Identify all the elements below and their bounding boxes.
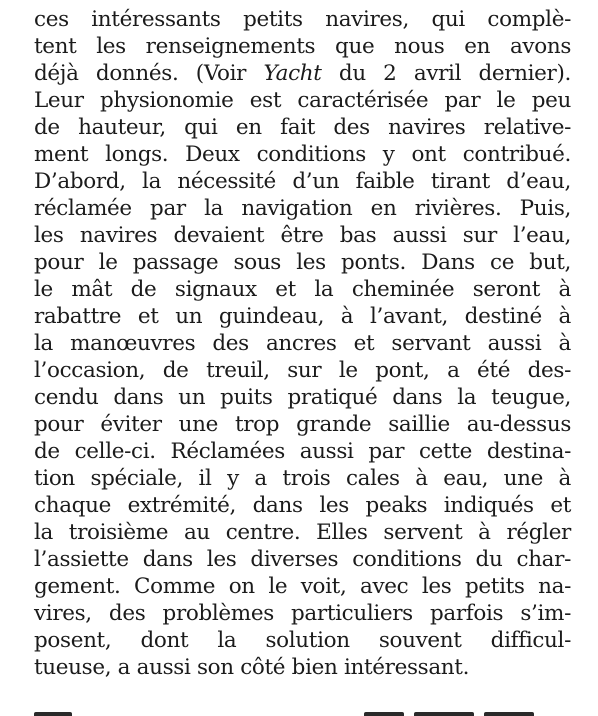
text-line	[34, 60, 571, 87]
text-line	[34, 384, 571, 411]
text-run: posent, dont la solution souvent difficul-	[34, 628, 571, 653]
text-run: tion spéciale, il y a trois cales à eau, une à	[34, 466, 571, 491]
text-line	[34, 114, 571, 141]
text-line	[34, 654, 571, 681]
text-run: déjà donnés. (Voir	[34, 61, 264, 86]
text-line	[34, 6, 571, 33]
text-line	[34, 519, 571, 546]
text-run: D’abord, la nécessité d’un faible tirant d’eau,	[34, 169, 571, 194]
text-run: cendu dans un puits pratiqué dans la teugue,	[34, 385, 571, 410]
text-run: rabattre et un guindeau, à l’avant, destiné à	[34, 304, 571, 329]
text-run: l’occasion, de treuil, sur le pont, a été des-	[34, 358, 571, 383]
cropped-next-line	[34, 704, 571, 716]
text-line	[34, 276, 571, 303]
text-line	[34, 330, 571, 357]
text-run: ment longs. Deux conditions y ont contribué.	[34, 142, 571, 167]
text-line	[34, 357, 571, 384]
text-run: le mât de signaux et la cheminée seront à	[34, 277, 571, 302]
text-line	[34, 411, 571, 438]
text-run: gement. Comme on le voit, avec les petits na-	[34, 574, 571, 599]
text-run: tueuse, a aussi son côté bien intéressant.	[34, 655, 470, 680]
text-line	[34, 465, 571, 492]
text-run: l’assiette dans les diverses conditions du char-	[34, 547, 571, 572]
text-line	[34, 573, 571, 600]
text-run: du 2 avril dernier).	[321, 61, 572, 86]
text-run: Leur physionomie est caractérisée par le peu	[34, 88, 571, 113]
text-run: de hauteur, qui en fait des navires relative-	[34, 115, 571, 140]
text-run: réclamée par la navigation en rivières. Puis,	[34, 196, 571, 221]
text-line	[34, 222, 571, 249]
text-line	[34, 249, 571, 276]
text-line	[34, 141, 571, 168]
italic-text: Yacht	[263, 61, 322, 86]
text-line	[34, 627, 571, 654]
text-run: la manœuvres des ancres et servant aussi à	[34, 331, 571, 356]
text-run: ces intéressants petits navires, qui complè-	[34, 7, 571, 32]
text-line	[34, 303, 571, 330]
text-run: pour éviter une trop grande saillie au-dessus	[34, 412, 571, 437]
text-line	[34, 168, 571, 195]
text-line	[34, 195, 571, 222]
text-run: tent les renseignements que nous en avons	[34, 34, 571, 59]
text-line	[34, 492, 571, 519]
article-text	[34, 6, 571, 681]
text-run: la troisième au centre. Elles servent à régler	[34, 520, 571, 545]
text-line	[34, 33, 571, 60]
text-run: vires, des problèmes particuliers parfois s’im-	[34, 601, 571, 626]
text-line	[34, 438, 571, 465]
text-run: pour le passage sous les ponts. Dans ce but,	[34, 250, 571, 275]
text-line	[34, 600, 571, 627]
text-run: chaque extrémité, dans les peaks indiqués et	[34, 493, 571, 518]
document-page	[4, 0, 594, 716]
text-line	[34, 87, 571, 114]
text-run: de celle-ci. Réclamées aussi par cette destina-	[34, 439, 571, 464]
text-run: les navires devaient être bas aussi sur l’eau,	[34, 223, 571, 248]
text-line	[34, 546, 571, 573]
